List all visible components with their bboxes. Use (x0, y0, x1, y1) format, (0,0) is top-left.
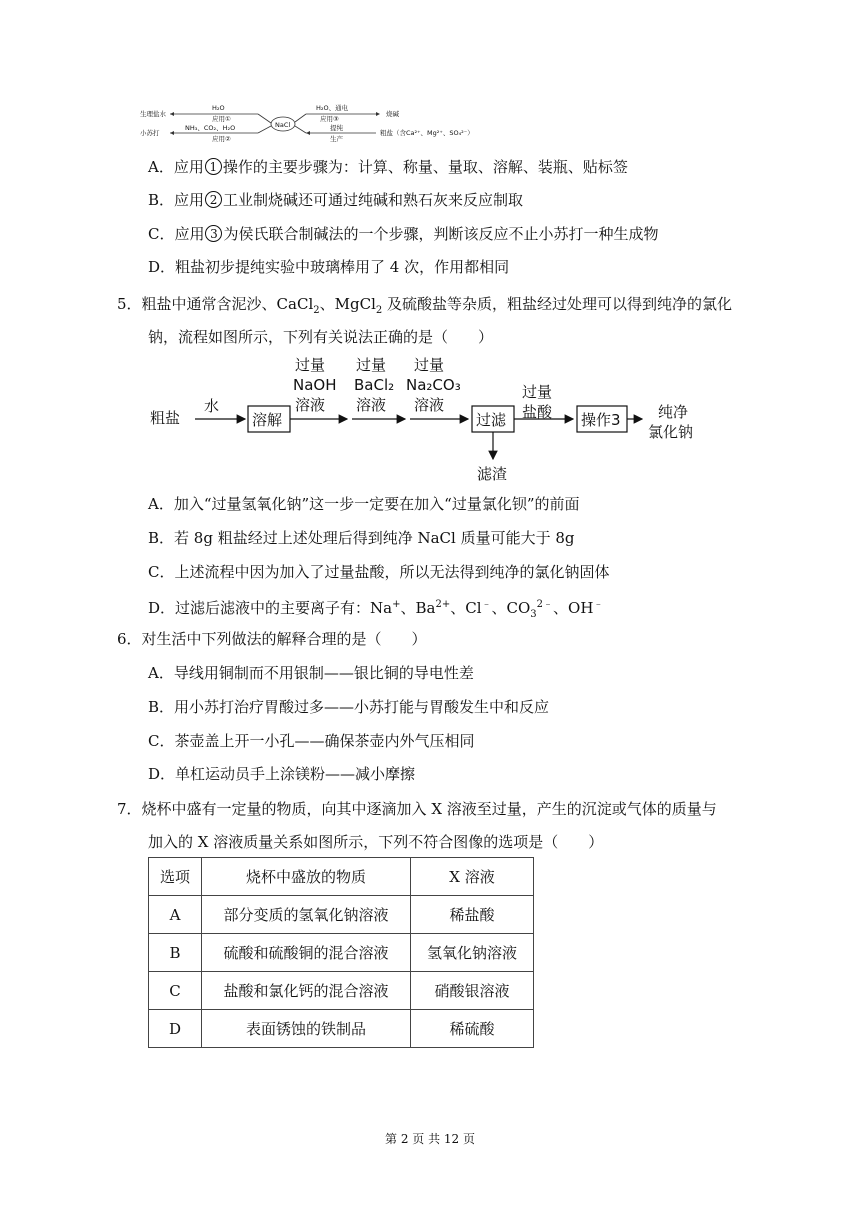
table-cell: D (149, 1010, 202, 1048)
flow-r1-l1: 过量 (295, 356, 326, 374)
q5-option-a: A．加入“过量氢氧化钠”这一步一定要在加入“过量氯化钡”的前面 (148, 495, 580, 513)
flow-r1-l2: NaOH (293, 376, 337, 394)
q4-option-b (148, 190, 523, 210)
diagram-right-top: 烧碱 (386, 110, 399, 118)
table-cell: 稀硫酸 (411, 1010, 534, 1048)
flow-r4-l2: 盐酸 (522, 403, 553, 421)
table-cell: 稀盐酸 (411, 896, 534, 934)
diagram-arrow3-top: H₂O、通电 (316, 104, 349, 112)
flow-box2-label: 过滤 (476, 411, 507, 429)
diagram-left-bottom: 小苏打 (140, 129, 160, 137)
table-cell: 氢氧化钠溶液 (411, 934, 534, 972)
table-header-cell: 烧杯中盛放的物质 (202, 858, 411, 896)
flow-residue: 滤渣 (477, 465, 508, 483)
q5-stem-pre: 5．粗盐中通常含泥沙、CaCl (117, 295, 314, 313)
table-cell: 硫酸和硫酸铜的混合溶液 (202, 934, 411, 972)
q5-d-t4: 、CO (491, 599, 531, 617)
q7-stem-line1: 7．烧杯中盛有一定量的物质，向其中逐滴加入 X 溶液至过量，产生的沉淀或气体的质量与 (117, 800, 717, 818)
q4-a-pre: A．应用 (148, 158, 204, 176)
q5-d-sup3: ﹣ (481, 599, 492, 610)
q5-stem-line2: 钠，流程如图所示，下列有关说法正确的是（ ） (148, 328, 494, 346)
q6-stem: 6．对生活中下列做法的解释合理的是（ ） (117, 630, 427, 648)
circled-number: 3 (205, 225, 222, 242)
q5-d-t2: 、Ba (400, 599, 436, 617)
q6-option-b: B．用小苏打治疗胃酸过多——小苏打能与胃酸发生中和反应 (148, 698, 550, 716)
purification-flowchart (140, 355, 740, 485)
table-row (149, 934, 534, 972)
circled-number: 1 (205, 158, 222, 175)
q4-option-d: D．粗盐初步提纯实验中玻璃棒用了 4 次，作用都相同 (148, 258, 510, 276)
table-cell: A (149, 896, 202, 934)
flow-r4-l1: 过量 (522, 383, 553, 401)
q4-a-post: 操作的主要步骤为：计算、称量、量取、溶解、装瓶、贴标签 (222, 158, 628, 176)
q5-stem-sub1: 2 (313, 305, 320, 316)
q5-stem-sub2: 2 (375, 305, 383, 316)
diagram-arrow1-bottom: 应用① (212, 115, 231, 123)
q4-option-a (148, 157, 628, 177)
flow-end-l2: 氯化钠 (648, 423, 694, 441)
q4-c-pre: C．应用 (148, 225, 205, 243)
q5-d-pre: D．过滤后滤液中的主要离子有：Na (148, 599, 393, 617)
q4-b-pre: B．应用 (148, 191, 205, 209)
flow-r3-l2: Na₂CO₃ (406, 376, 461, 394)
flow-r3-l3: 溶液 (414, 396, 445, 414)
q5-d-sup5: ﹣ (593, 599, 604, 610)
flow-box1-label: 溶解 (252, 411, 283, 429)
q5-stem-mid: 、MgCl (319, 295, 376, 313)
table-cell: 部分变质的氢氧化钠溶液 (202, 896, 411, 934)
flow-r2-l2: BaCl₂ (354, 376, 395, 394)
flow-water: 水 (204, 397, 220, 415)
q4-b-post: 工业制烧碱还可通过纯碱和熟石灰来反应制取 (223, 191, 524, 209)
q5-stem-line1 (117, 294, 732, 321)
q7-stem-line2: 加入的 X 溶液质量关系如图所示，下列不符合图像的选项是（ ） (148, 833, 604, 851)
q4-option-c (148, 224, 659, 244)
q5-d-sup4: 2﹣ (536, 599, 554, 610)
q5-d-sup1: + (392, 599, 401, 610)
table-row (149, 896, 534, 934)
nacl-application-diagram (140, 97, 510, 143)
diagram-arrow4-top: 提纯 (330, 124, 343, 132)
diagram-arrow2-bottom: 应用② (212, 135, 231, 143)
diagram-center: NaCl (275, 121, 291, 129)
page-footer: 第 2 页 共 12 页 (385, 1132, 475, 1146)
q6-option-d: D．单杠运动员手上涂镁粉——减小摩擦 (148, 765, 416, 783)
table-header-cell: X 溶液 (411, 858, 534, 896)
diagram-arrow2-top: NH₃、CO₂、H₂O (185, 124, 236, 132)
diagram-left-top: 生理盐水 (140, 110, 166, 118)
table-cell: B (149, 934, 202, 972)
table-row (149, 972, 534, 1010)
q5-d-t3: 、Cl (450, 599, 482, 617)
q6-option-a: A．导线用铜制而不用银制——银比铜的导电性差 (148, 664, 474, 682)
flow-r2-l1: 过量 (356, 356, 387, 374)
flow-r3-l1: 过量 (414, 356, 445, 374)
q6-option-c: C．茶壶盖上开一小孔——确保茶壶内外气压相同 (148, 732, 475, 750)
circled-number: 2 (205, 191, 222, 208)
table-cell: 硝酸银溶液 (411, 972, 534, 1010)
diagram-right-bottom: 粗盐（含Ca²⁺、Mg²⁺、SO₄²⁻） (380, 129, 474, 137)
flow-r1-l3: 溶液 (295, 396, 326, 414)
q5-d-sup2: 2+ (435, 599, 451, 610)
flow-end-l1: 纯净 (658, 403, 689, 421)
flow-box3-label: 操作3 (581, 411, 621, 429)
diagram-arrow3-bottom: 应用③ (320, 115, 339, 123)
q5-option-c: C．上述流程中因为加入了过量盐酸，所以无法得到纯净的氯化钠固体 (148, 563, 610, 581)
table-header-cell: 选项 (149, 858, 202, 896)
flow-start: 粗盐 (150, 409, 181, 427)
diagram-arrow1-top: H₂O (212, 104, 225, 112)
q5-option-b: B．若 8g 粗盐经过上述处理后得到纯净 NaCl 质量可能大于 8g (148, 529, 575, 547)
q5-d-sub4: 3 (530, 609, 537, 620)
table-row (149, 1010, 534, 1048)
q5-stem-post: 及硫酸盐等杂质，粗盐经过处理可以得到纯净的氯化 (382, 295, 733, 313)
q7-options-table (148, 857, 534, 1048)
table-cell: 盐酸和氯化钙的混合溶液 (202, 972, 411, 1010)
q5-d-t5: 、OH (553, 599, 594, 617)
diagram-arrow4-bottom: 生产 (330, 135, 343, 143)
flow-r2-l3: 溶液 (356, 396, 387, 414)
q5-option-d (148, 595, 603, 625)
table-cell: C (149, 972, 202, 1010)
table-cell: 表面锈蚀的铁制品 (202, 1010, 411, 1048)
table-header-row (149, 858, 534, 896)
q4-c-post: 为侯氏联合制碱法的一个步骤，判断该反应不止小苏打一种生成物 (223, 225, 659, 243)
